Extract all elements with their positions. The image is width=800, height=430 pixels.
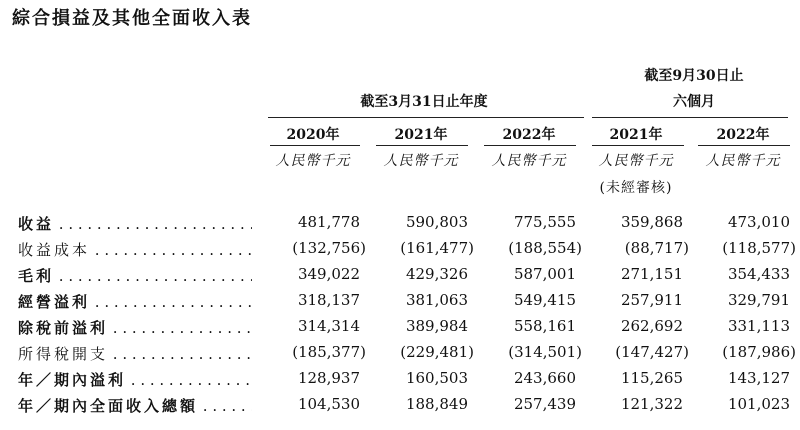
row-label: 毛利 . . .	[18, 265, 252, 285]
unit-label-2: 人民幣千元	[383, 153, 459, 169]
unit-label-5: 人民幣千元	[705, 153, 781, 169]
unit-label-4: 人民幣千元	[598, 153, 674, 169]
row-label: 收益 . . .	[18, 213, 252, 233]
cell-value: 349,022	[297, 265, 360, 283]
cell-value: 257,911	[620, 291, 683, 309]
row-label: 除稅前溢利 . . .	[18, 317, 252, 337]
row-label: 經營溢利 . . .	[18, 291, 252, 311]
statement-title: 綜合損益及其他全面收入表	[12, 8, 252, 29]
cell-value: 115,265	[620, 369, 683, 387]
cell-value: (132,756)	[292, 239, 366, 257]
cell-value: (188,554)	[508, 239, 582, 257]
table-row	[18, 366, 788, 392]
table-row	[18, 392, 788, 418]
cell-value: (118,577)	[722, 239, 796, 257]
unaudited-note: (未經審核)	[599, 180, 673, 196]
row-label: 年／期內全面收入總額 . . .	[18, 395, 252, 415]
cell-value: (314,501)	[508, 343, 582, 361]
cell-value: 381,063	[405, 291, 468, 309]
table-row	[18, 288, 788, 314]
cell-value: 481,778	[297, 213, 360, 231]
cell-value: 188,849	[405, 395, 468, 413]
year-header-2022-interim: 2022年	[716, 127, 770, 143]
unit-label-3: 人民幣千元	[491, 153, 567, 169]
row-label: 收益成本 . . .	[18, 239, 252, 259]
cell-value: 389,984	[405, 317, 468, 335]
year-header-2022: 2022年	[502, 127, 556, 143]
cell-value: 128,937	[297, 369, 360, 387]
cell-value: 331,113	[727, 317, 790, 335]
cell-value: 775,555	[513, 213, 576, 231]
year-rule-2	[376, 145, 468, 146]
table-row	[18, 236, 796, 262]
cell-value: (88,717)	[624, 239, 689, 257]
cell-value: 354,433	[727, 265, 790, 283]
cell-value: 104,530	[297, 395, 360, 413]
year-header-2021-interim: 2021年	[609, 127, 663, 143]
cell-value: (229,481)	[400, 343, 474, 361]
year-header-2020: 2020年	[286, 127, 340, 143]
cell-value: (187,986)	[722, 343, 796, 361]
cell-value: 271,151	[620, 265, 683, 283]
cell-value: 590,803	[405, 213, 468, 231]
cell-value: (185,377)	[292, 343, 366, 361]
cell-value: 587,001	[513, 265, 576, 283]
year-rule-3	[484, 145, 576, 146]
year-rule-4	[592, 145, 684, 146]
cell-value: 262,692	[620, 317, 683, 335]
table-row	[18, 210, 788, 236]
cell-value: 101,023	[727, 395, 790, 413]
interim-group-rule	[592, 117, 788, 118]
cell-value: 318,137	[297, 291, 360, 309]
interim-group-header-line1: 截至9月30日止	[644, 68, 744, 84]
year-rule-1	[270, 145, 360, 146]
cell-value: (161,477)	[400, 239, 474, 257]
cell-value: 473,010	[727, 213, 790, 231]
cell-value: 329,791	[727, 291, 790, 309]
cell-value: 243,660	[513, 369, 576, 387]
cell-value: 143,127	[727, 369, 790, 387]
cell-value: 121,322	[620, 395, 683, 413]
fiscal-year-group-rule	[268, 117, 584, 118]
cell-value: 558,161	[513, 317, 576, 335]
cell-value: 429,326	[405, 265, 468, 283]
cell-value: 359,868	[620, 213, 683, 231]
cell-value: 257,439	[513, 395, 576, 413]
row-label: 所得稅開支 . . .	[18, 343, 252, 363]
cell-value: 549,415	[513, 291, 576, 309]
table-row	[18, 262, 788, 288]
cell-value: (147,427)	[615, 343, 689, 361]
table-row	[18, 340, 796, 366]
cell-value: 314,314	[297, 317, 360, 335]
year-header-2021: 2021年	[394, 127, 448, 143]
fiscal-year-group-header: 截至3月31日止年度	[360, 94, 488, 110]
cell-value: 160,503	[405, 369, 468, 387]
row-label: 年／期內溢利 . . .	[18, 369, 252, 389]
unit-label-1: 人民幣千元	[275, 153, 351, 169]
interim-group-header-line2: 六個月	[673, 94, 715, 110]
table-row	[18, 314, 788, 340]
year-rule-5	[698, 145, 790, 146]
